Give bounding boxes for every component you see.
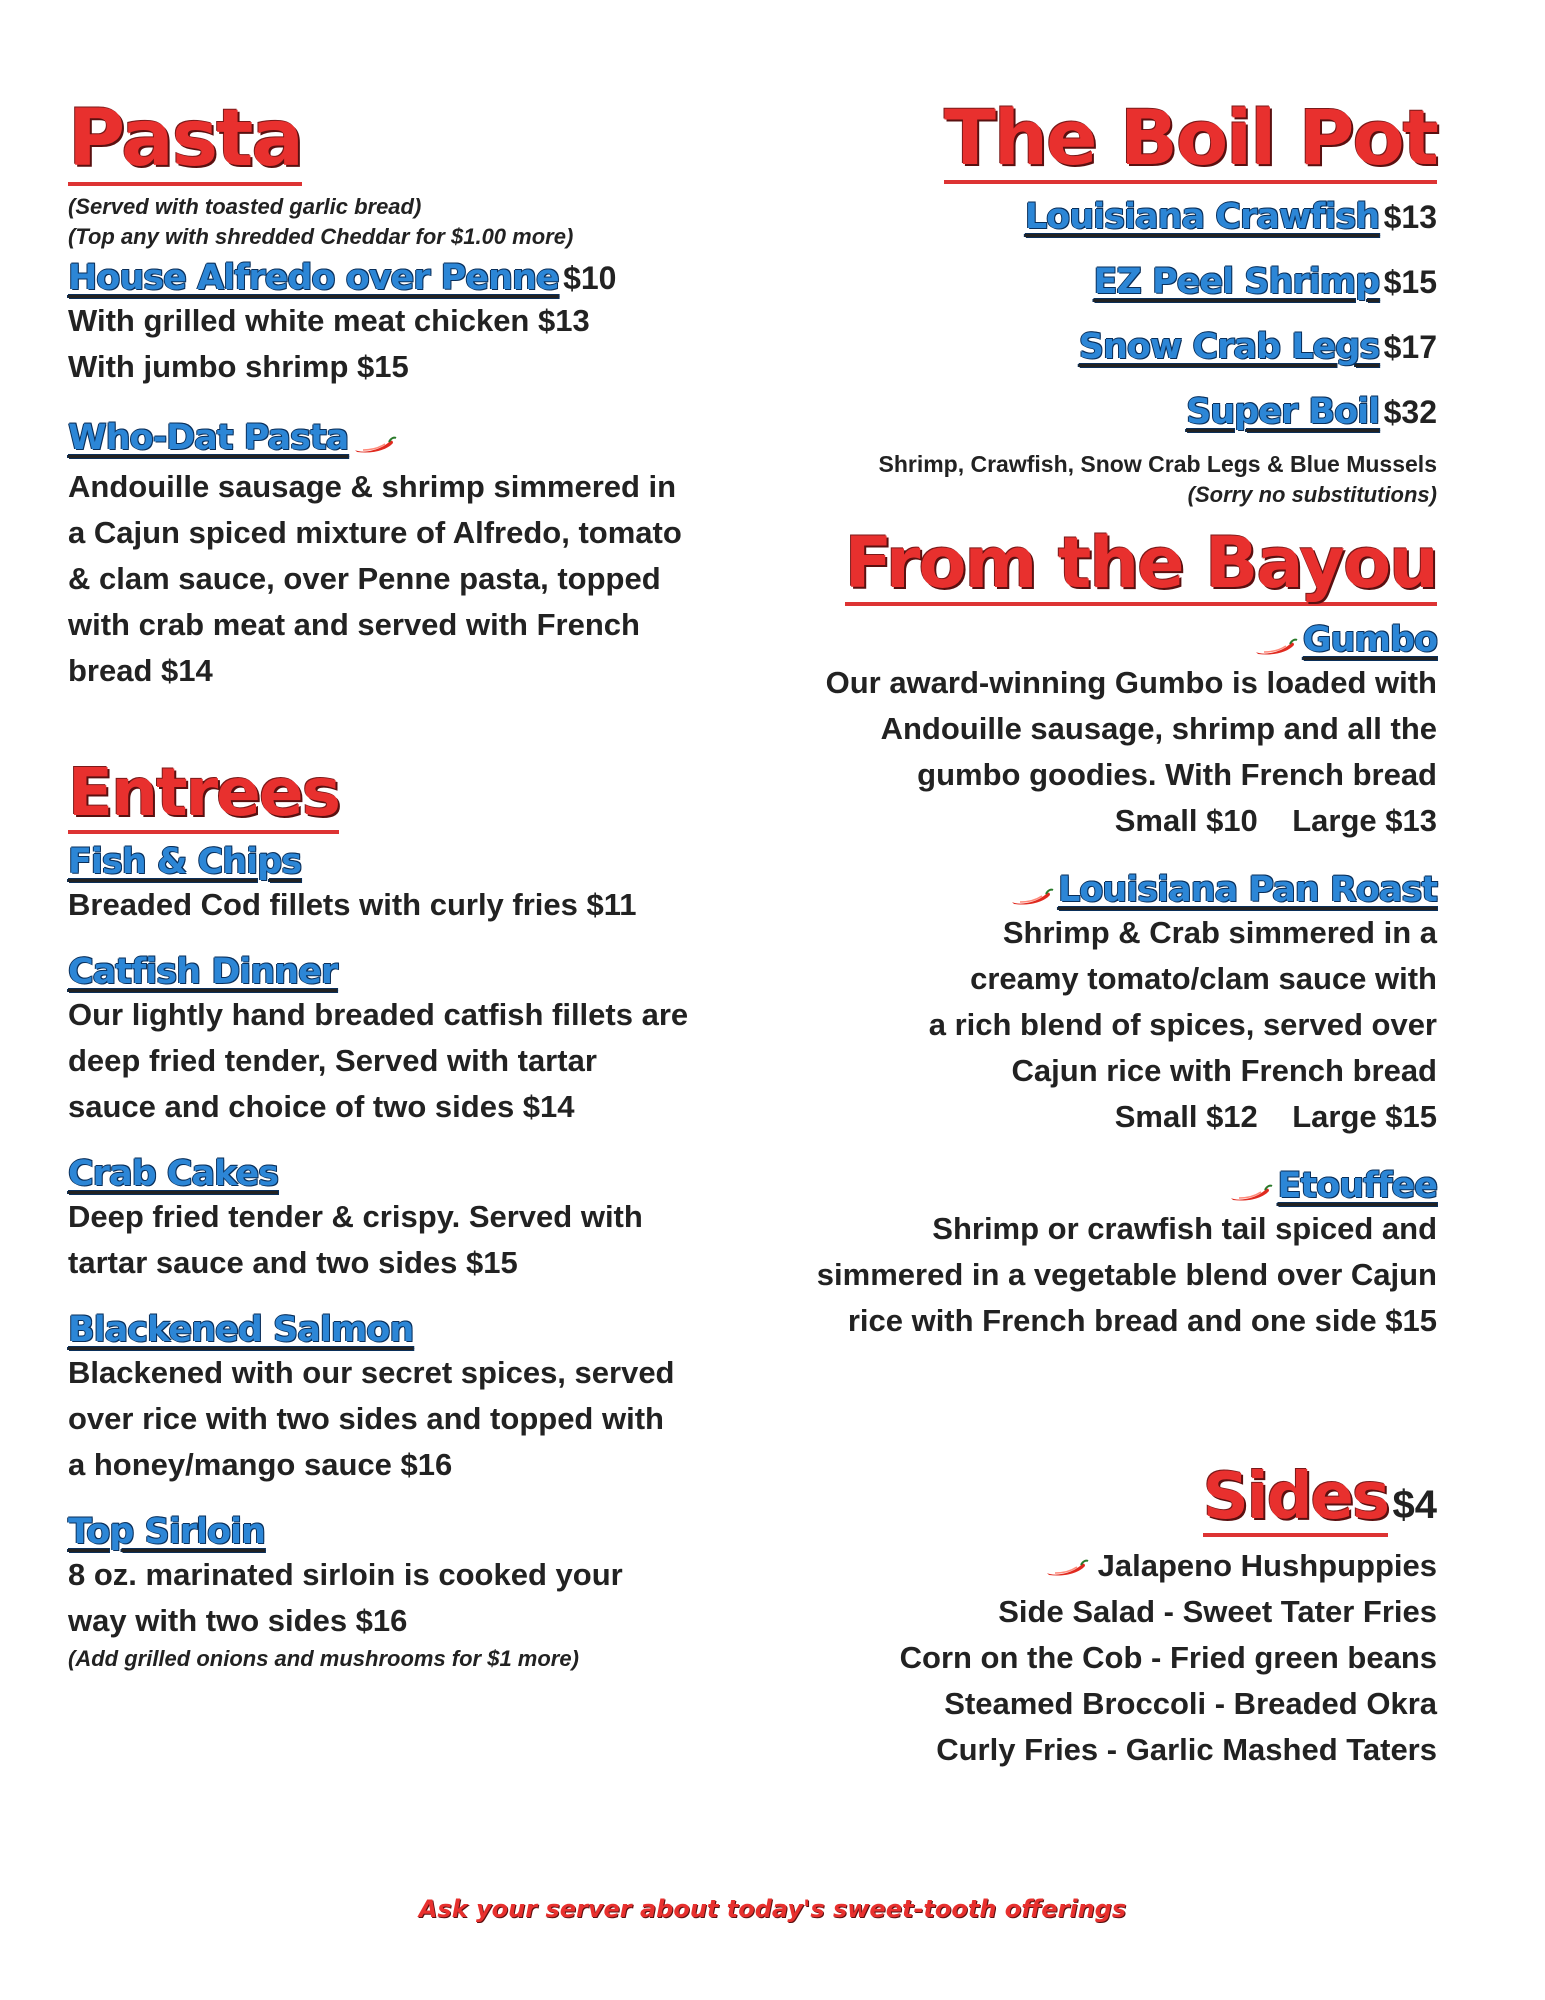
item-name: Crab Cakes bbox=[68, 1154, 279, 1194]
item-name: Etouffee bbox=[1277, 1166, 1437, 1206]
item-description-line: creamy tomato/clam sauce with bbox=[970, 961, 1437, 996]
item-name: Top Sirloin bbox=[68, 1512, 265, 1552]
item-name: Who-Dat Pasta bbox=[68, 418, 349, 458]
boil-pot-title: The Boil Pot bbox=[944, 93, 1437, 182]
chili-pepper-icon bbox=[1229, 1184, 1273, 1202]
super-boil-description: Shrimp, Crawfish, Snow Crab Legs & Blue Mussels bbox=[878, 451, 1437, 477]
boil-pot-section bbox=[737, 93, 1437, 510]
item-price: $13 bbox=[1383, 199, 1437, 235]
item-description-line: a rich blend of spices, served over bbox=[928, 1007, 1437, 1042]
menu-item-gumbo bbox=[737, 620, 1437, 844]
item-description-line: Our award-winning Gumbo is loaded with bbox=[825, 665, 1437, 700]
menu-item-top-sirloin bbox=[68, 1512, 748, 1674]
item-description-line: tartar sauce and two sides $15 bbox=[68, 1245, 518, 1280]
item-description-line: simmered in a vegetable blend over Cajun bbox=[816, 1257, 1437, 1292]
item-description-line: Shrimp & Crab simmered in a bbox=[1002, 915, 1437, 950]
chili-pepper-icon bbox=[1010, 888, 1054, 906]
item-name: Blackened Salmon bbox=[68, 1310, 414, 1350]
item-note: (Add grilled onions and mushrooms for $1 more) bbox=[68, 1646, 579, 1671]
item-description-line: deep fried tender, Served with tartar bbox=[68, 1043, 597, 1078]
chili-pepper-icon bbox=[1045, 1559, 1089, 1577]
item-description-line: a Cajun spiced mixture of Alfredo, tomato bbox=[68, 515, 682, 550]
pasta-title: Pasta bbox=[68, 94, 303, 184]
item-description-line: sauce and choice of two sides $14 bbox=[68, 1089, 575, 1124]
super-boil-note: (Sorry no substitutions) bbox=[1187, 482, 1437, 507]
item-description-line: a honey/mango sauce $16 bbox=[68, 1447, 453, 1482]
item-description-line: Andouille sausage, shrimp and all the bbox=[880, 711, 1437, 746]
footer-dessert-note: Ask your server about today's sweet-tooth offerings bbox=[418, 1895, 1127, 1923]
item-price-sizes: Small $12 Large $15 bbox=[1114, 1099, 1437, 1134]
entrees-section bbox=[68, 754, 748, 1674]
side-item-line: Curly Fries - Garlic Mashed Taters bbox=[936, 1732, 1437, 1767]
menu-item-louisiana-pan-roast bbox=[737, 870, 1437, 1140]
side-item-line: Side Salad - Sweet Tater Fries bbox=[998, 1594, 1437, 1629]
entrees-title: Entrees bbox=[68, 760, 339, 834]
item-description-line: bread $14 bbox=[68, 653, 213, 688]
item-price: $15 bbox=[1383, 264, 1437, 300]
menu-item-house-alfredo bbox=[68, 258, 748, 298]
menu-item-louisiana-crawfish bbox=[737, 188, 1437, 253]
menu-item-blackened-salmon bbox=[68, 1310, 748, 1488]
item-name: Fish & Chips bbox=[68, 842, 302, 882]
item-name: Catfish Dinner bbox=[68, 952, 338, 992]
chili-pepper-icon bbox=[1254, 638, 1298, 656]
pasta-section bbox=[68, 94, 748, 694]
item-description-line: over rice with two sides and topped with bbox=[68, 1401, 664, 1436]
menu-item-crab-cakes bbox=[68, 1154, 748, 1286]
item-name: EZ Peel Shrimp bbox=[1093, 262, 1380, 302]
item-description-line: rice with French bread and one side $15 bbox=[847, 1303, 1437, 1338]
item-description-line: Breaded Cod fillets with curly fries $11 bbox=[68, 887, 637, 922]
menu-item-super-boil bbox=[737, 383, 1437, 448]
item-name: Gumbo bbox=[1302, 620, 1437, 660]
item-description-line: Blackened with our secret spices, served bbox=[68, 1355, 675, 1390]
item-description-line: with crab meat and served with French bbox=[68, 607, 640, 642]
item-description-line: Our lightly hand breaded catfish fillets are bbox=[68, 997, 689, 1032]
menu-item-catfish-dinner bbox=[68, 952, 748, 1130]
item-price: $32 bbox=[1383, 394, 1437, 430]
item-description-line: 8 oz. marinated sirloin is cooked your bbox=[68, 1557, 623, 1592]
sides-section bbox=[737, 1460, 1437, 1773]
item-description-line: Deep fried tender & crispy. Served with bbox=[68, 1199, 643, 1234]
item-option: With jumbo shrimp $15 bbox=[68, 349, 409, 384]
item-name: Super Boil bbox=[1186, 392, 1380, 432]
side-item-line: Corn on the Cob - Fried green beans bbox=[899, 1640, 1437, 1675]
side-item-line: Jalapeno Hushpuppies bbox=[1097, 1548, 1437, 1583]
chili-pepper-icon bbox=[353, 436, 397, 454]
item-name: Louisiana Crawfish bbox=[1024, 197, 1380, 237]
menu-item-who-dat-pasta bbox=[68, 418, 748, 458]
sides-price: $4 bbox=[1392, 1483, 1437, 1527]
item-name: Louisiana Pan Roast bbox=[1057, 870, 1437, 910]
menu-item-snow-crab-legs bbox=[737, 318, 1437, 383]
item-option: With grilled white meat chicken $13 bbox=[68, 303, 590, 338]
item-name: Snow Crab Legs bbox=[1078, 327, 1380, 367]
item-description-line: Cajun rice with French bread bbox=[1011, 1053, 1437, 1088]
sides-title: Sides bbox=[1203, 1465, 1388, 1537]
item-description-line: way with two sides $16 bbox=[68, 1603, 408, 1638]
bayou-title: From the Bayou bbox=[844, 522, 1437, 604]
side-item-line: Steamed Broccoli - Breaded Okra bbox=[944, 1686, 1437, 1721]
menu-item-etouffee bbox=[737, 1166, 1437, 1344]
item-price: $10 bbox=[563, 260, 617, 296]
item-price: $17 bbox=[1383, 329, 1437, 365]
bayou-section bbox=[737, 522, 1437, 1344]
item-description-line: Shrimp or crawfish tail spiced and bbox=[932, 1211, 1437, 1246]
menu-item-fish-chips bbox=[68, 842, 748, 928]
menu-item-ez-peel-shrimp bbox=[737, 253, 1437, 318]
item-description-line: gumbo goodies. With French bread bbox=[917, 757, 1437, 792]
item-name: House Alfredo over Penne bbox=[68, 258, 559, 298]
item-price-sizes: Small $10 Large $13 bbox=[1114, 803, 1437, 838]
item-description-line: & clam sauce, over Penne pasta, topped bbox=[68, 561, 661, 596]
pasta-note-cheddar: (Top any with shredded Cheddar for $1.00 more) bbox=[68, 224, 574, 249]
item-description-line: Andouille sausage & shrimp simmered in bbox=[68, 469, 677, 504]
pasta-note-garlic-bread: (Served with toasted garlic bread) bbox=[68, 194, 422, 219]
